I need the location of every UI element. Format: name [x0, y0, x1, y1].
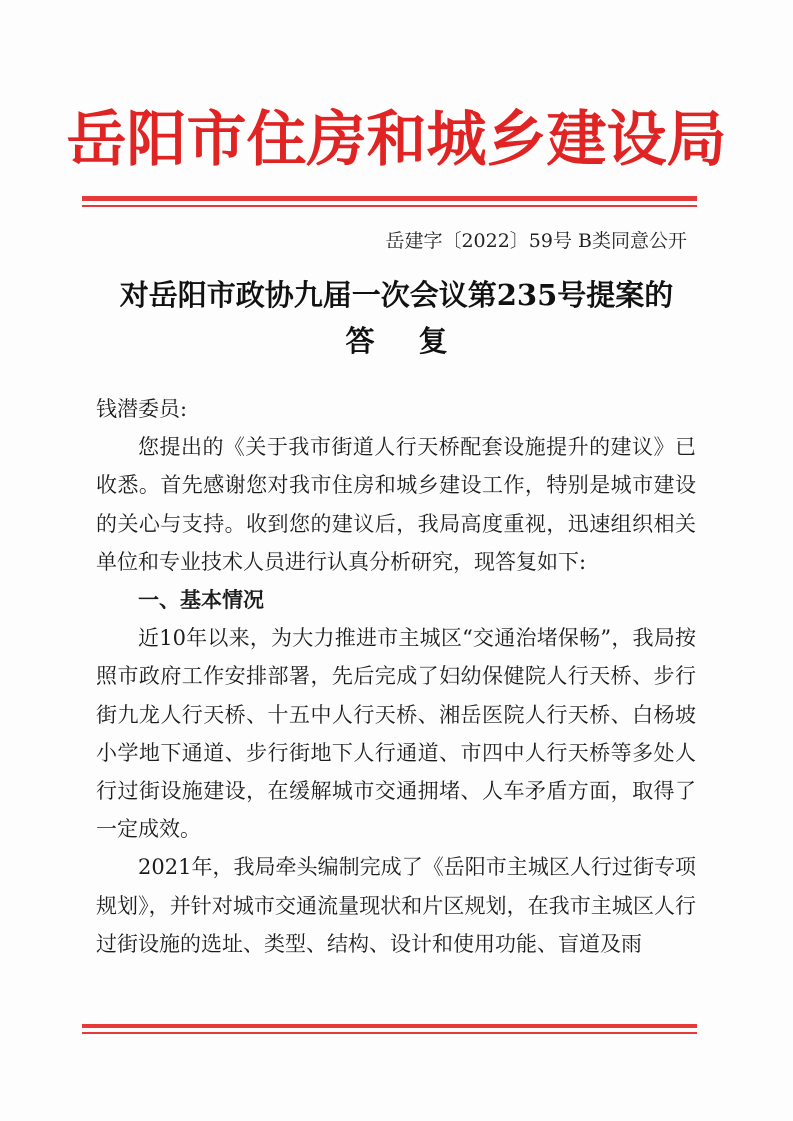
masthead-rule-thick: [82, 196, 697, 201]
body-paragraph-1: 您提出的《关于我市街道人行天桥配套设施提升的建议》已收悉。首先感谢您对我市住房和城乡建设工作，特别是城市建设的关心与支持。收到您的建议后，我局高度重视，迅速组织相关单位和专业技术人员进行认真分析研究，现答复如下:: [96, 435, 696, 574]
document-title: [0, 272, 793, 364]
document-number: 岳建字〔2022〕59号 B类同意公开: [385, 230, 687, 252]
salutation: 钱潜委员:: [96, 397, 188, 421]
body-paragraph-2: 近10年以来，为大力推进市主城区“交通治堵保畅”，我局按照市政府工作安排部署，先后完成了妇幼保健院人行天桥、步行街九龙人行天桥、十五中人行天桥、湘岳医院人行天桥、白杨坡小学地下通道、步行街地下人行通道、市四中人行天桥等多处人行过街设施建设，在缓解城市交通拥堵、人车矛盾方面，取得了一定成效。: [96, 626, 696, 842]
body-paragraph-3: 2021年，我局牵头编制完成了《岳阳市主城区人行过街专项规划》，并针对城市交通流量现状和片区规划，在我市主城区人行过街设施的选址、类型、结构、设计和使用功能、盲道及雨: [96, 855, 696, 956]
footer-rule-thick: [82, 1024, 697, 1028]
footer-rule-thin: [82, 1032, 697, 1034]
masthead-rule-thin: [82, 205, 697, 207]
title-line-2: 答复: [345, 324, 492, 358]
document-body: [96, 390, 696, 963]
masthead-title: 岳阳市住房和城乡建设局: [66, 105, 727, 175]
section-heading-basic-situation: 一、基本情况: [138, 588, 264, 613]
title-line-1: 对岳阳市政协九届一次会议第235号提案的: [119, 278, 674, 312]
